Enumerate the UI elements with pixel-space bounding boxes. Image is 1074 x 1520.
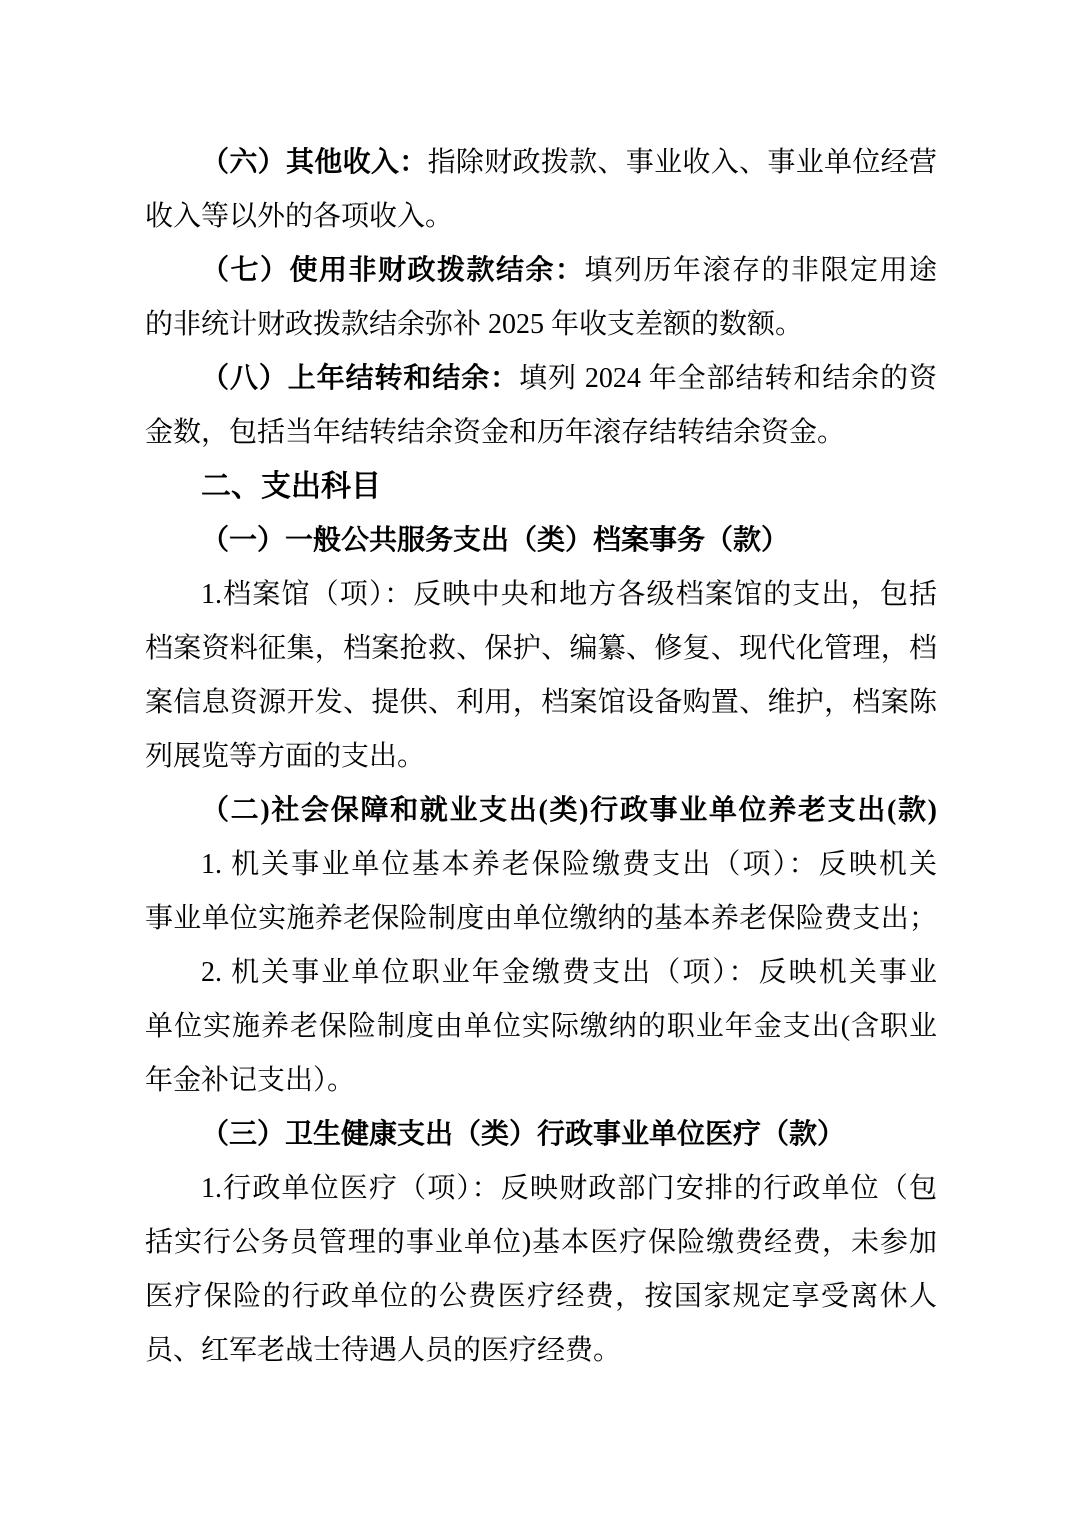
document-line-18 <box>145 1054 937 1108</box>
document-line-13 <box>145 784 937 838</box>
document-line-17 <box>145 1000 937 1054</box>
bold-text-segment: （三）卫生健康支出（类）行政事业单位医疗（款） <box>201 1119 846 1150</box>
document-line-12 <box>145 730 937 784</box>
document-line-1 <box>145 136 937 190</box>
text-segment: 指除财政拨款、事业收入、事业单位经营 <box>427 147 937 178</box>
document-line-6 <box>145 406 937 460</box>
document-line-9 <box>145 568 937 622</box>
document-line-23 <box>145 1324 937 1378</box>
text-segment: 案信息资源开发、提供、利用，档案馆设备购置、维护，档案陈 <box>145 687 937 718</box>
text-segment: 的非统计财政拨款结余弥补 2025 年收支差额的数额。 <box>145 309 804 340</box>
text-segment: 1.行政单位医疗（项）：反映财政部门安排的行政单位（包 <box>201 1173 937 1204</box>
bold-text-segment: （七）使用非财政拨款结余： <box>201 255 585 286</box>
document-line-4 <box>145 298 937 352</box>
document-line-7 <box>145 460 937 514</box>
document-line-5 <box>145 352 937 406</box>
document-line-8 <box>145 514 937 568</box>
text-segment: 金数，包括当年结转结余资金和历年滚存结转结余资金。 <box>145 417 846 448</box>
bold-text-segment: （二)社会保障和就业支出(类)行政事业单位养老支出(款) <box>201 795 937 826</box>
text-segment: 填列 2024 年全部结转和结余的资 <box>519 363 937 394</box>
text-segment: 2. 机关事业单位职业年金缴费支出（项）：反映机关事业 <box>201 957 937 988</box>
text-segment: 1. 机关事业单位基本养老保险缴费支出（项）：反映机关 <box>201 849 937 880</box>
bold-text-segment: 二、支出科目 <box>201 470 381 503</box>
text-segment: 1.档案馆（项）：反映中央和地方各级档案馆的支出，包括 <box>201 579 937 610</box>
text-segment: 医疗保险的行政单位的公费医疗经费，按国家规定享受离休人 <box>145 1281 937 1312</box>
text-segment: 括实行公务员管理的事业单位)基本医疗保险缴费经费，未参加 <box>145 1227 937 1258</box>
document-line-22 <box>145 1270 937 1324</box>
text-segment: 收入等以外的各项收入。 <box>145 201 454 232</box>
text-segment: 员、红军老战士待遇人员的医疗经费。 <box>145 1335 622 1366</box>
document-line-15 <box>145 892 937 946</box>
document-line-14 <box>145 838 937 892</box>
document-line-11 <box>145 676 937 730</box>
document-content <box>145 136 937 1378</box>
bold-text-segment: （八）上年结转和结余： <box>201 363 520 394</box>
text-segment: 填列历年滚存的非限定用途 <box>584 255 937 286</box>
document-line-19 <box>145 1108 937 1162</box>
document-line-21 <box>145 1216 937 1270</box>
document-line-2 <box>145 190 937 244</box>
bold-text-segment: （六）其他收入： <box>201 147 428 178</box>
text-segment: 档案资料征集，档案抢救、保护、编纂、修复、现代化管理，档 <box>145 633 937 664</box>
bold-text-segment: （一）一般公共服务支出（类）档案事务（款） <box>201 525 790 556</box>
text-segment: 单位实施养老保险制度由单位实际缴纳的职业年金支出(含职业 <box>145 1011 937 1042</box>
text-segment: 列展览等方面的支出。 <box>145 741 426 772</box>
document-line-3 <box>145 244 937 298</box>
text-segment: 年金补记支出）。 <box>145 1065 356 1096</box>
document-line-10 <box>145 622 937 676</box>
text-segment: 事业单位实施养老保险制度由单位缴纳的基本养老保险费支出； <box>145 903 937 934</box>
document-line-16 <box>145 946 937 1000</box>
document-line-20 <box>145 1162 937 1216</box>
